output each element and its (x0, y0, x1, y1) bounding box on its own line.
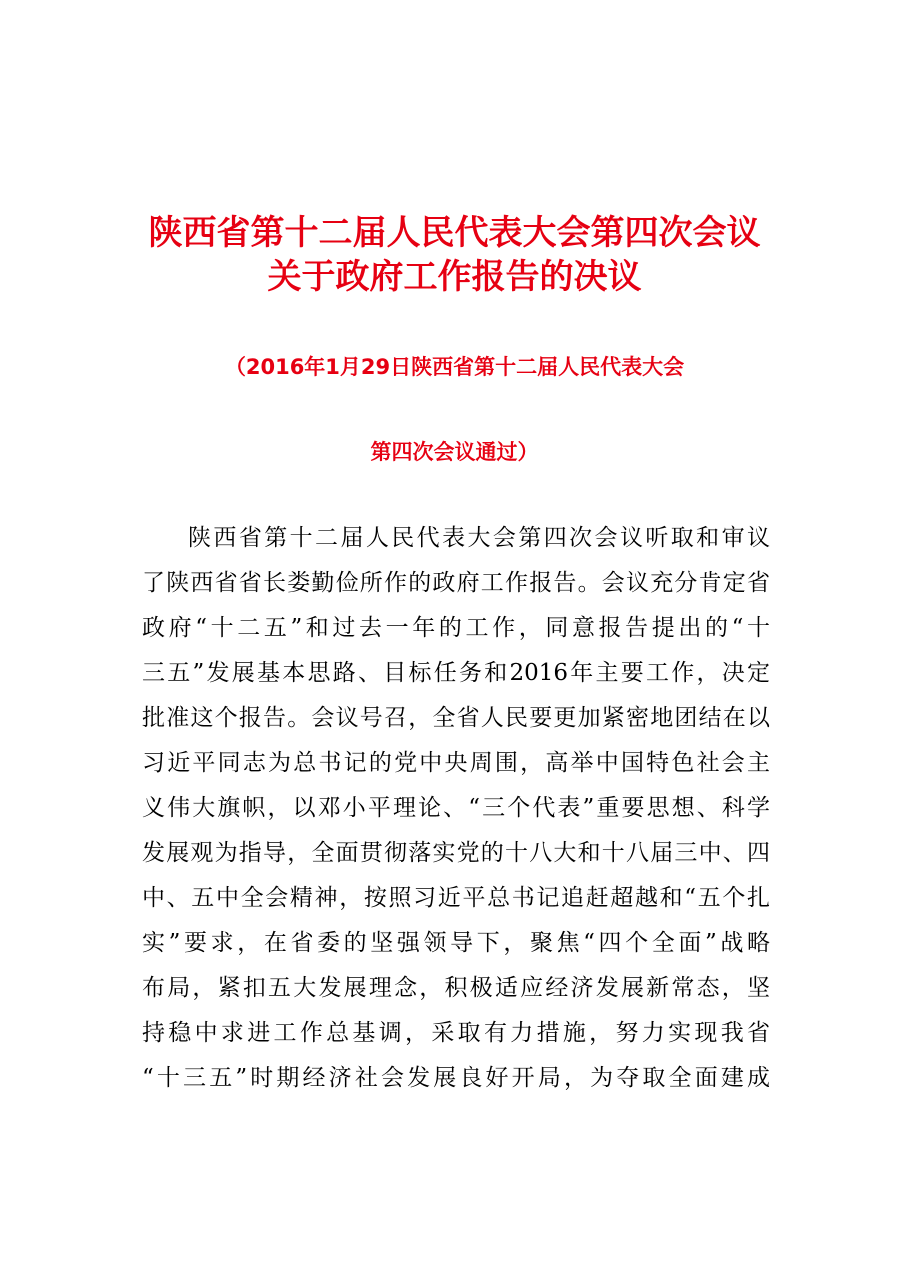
body-line-2: 了陕西省省长娄勤俭所作的政府工作报告。会议充分肯定省 (142, 570, 770, 596)
document-title-line-1: 陕西省第十二届人民代表大会第四次会议 (148, 213, 761, 253)
body-line-9: 中、五中全会精神，按照习近平总书记追赶超越和“五个扎 (142, 885, 770, 911)
body-line-6: 习近平同志为总书记的党中央周围，高举中国特色社会主 (142, 750, 770, 776)
body-line-5: 批准这个报告。会议号召，全省人民要更加紧密地团结在以 (142, 705, 770, 731)
adoption-note-line-1: （2016年1月29日陕西省第十二届人民代表大会 (224, 355, 685, 379)
document-title-line-2: 关于政府工作报告的决议 (267, 257, 642, 297)
body-line-11: 布局，紧扣五大发展理念，积极适应经济发展新常态，坚 (142, 975, 770, 1001)
body-line-7: 义伟大旗帜，以邓小平理论、“三个代表”重要思想、科学 (142, 795, 770, 821)
body-line-8: 发展观为指导，全面贯彻落实党的十八大和十八届三中、四 (142, 840, 770, 866)
body-line-4: 三五”发展基本思路、目标任务和2016年主要工作，决定 (142, 660, 770, 686)
adoption-note-line-2: 第四次会议通过） (370, 440, 539, 464)
body-line-3: 政府“十二五”和过去一年的工作，同意报告提出的“十 (142, 615, 770, 641)
body-line-12: 持稳中求进工作总基调，采取有力措施，努力实现我省 (142, 1020, 770, 1046)
body-line-10: 实”要求，在省委的坚强领导下，聚焦“四个全面”战略 (142, 930, 770, 956)
body-line-1: 陕西省第十二届人民代表大会第四次会议听取和审议 (188, 525, 770, 551)
body-line-13: “十三五”时期经济社会发展良好开局，为夺取全面建成 (142, 1065, 770, 1091)
